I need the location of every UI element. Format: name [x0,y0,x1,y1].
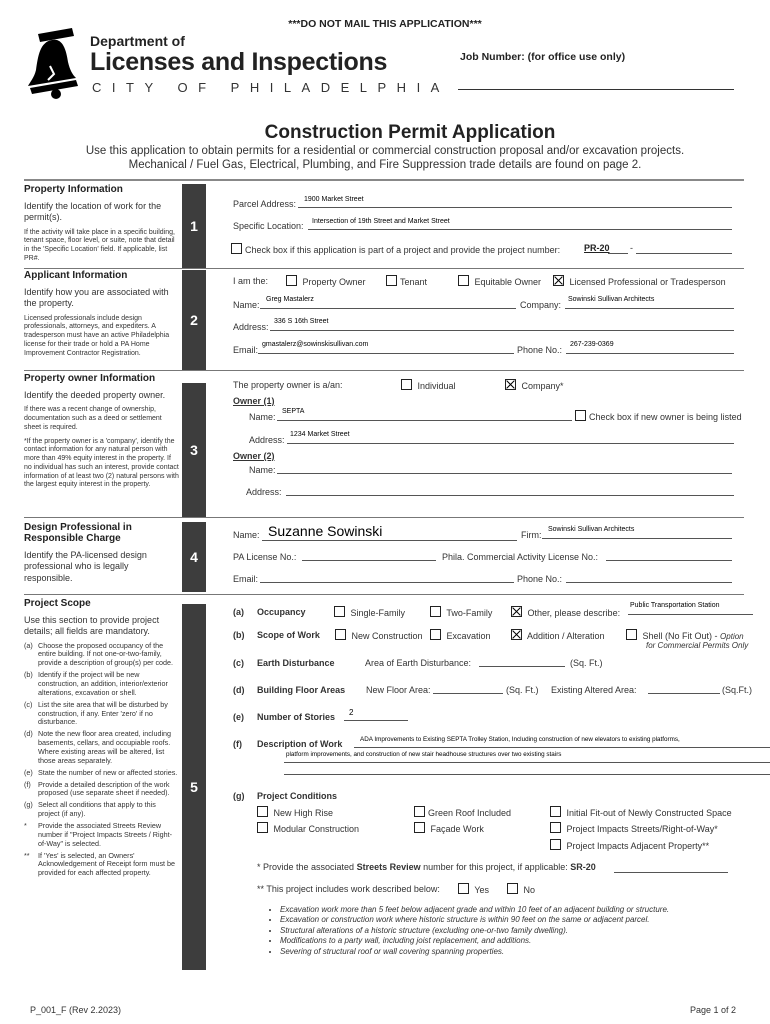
owner1-address-label: Address: [249,435,285,445]
owner1-address-value: 1234 Market Street [290,431,350,438]
includes-bullet-item: • Structural alterations of a historic structure (excluding one-or-two family dwelling). [280,926,748,936]
floor-key: (d) [233,685,245,695]
green-roof-label: Green Roof Included [428,808,512,818]
excavation-checkbox[interactable] [430,629,441,640]
section-description: Use this section to provide project details; all fields are mandatory. [24,615,160,637]
instruction-text: Provide a detailed description of the work proposed (use separate sheet if needed). [38,779,170,798]
owner1-address-field[interactable] [287,433,734,444]
applicant-phone-value: 267-239-0369 [570,341,614,348]
instruction-item [24,701,179,728]
occupancy-key: (a) [233,607,244,617]
occupancy-label: Occupancy [257,607,306,617]
section-title: Applicant Information [24,270,128,281]
pa-license-label: PA License No.: [233,552,297,562]
section-number: 5 [182,604,206,970]
option-equitable-owner[interactable] [458,275,541,287]
owner2-name-label: Name: [249,465,276,475]
project-number-field-1[interactable] [608,243,628,254]
instruction-text: State the number of new or affected stories. [38,767,178,777]
section-project-scope [24,598,753,972]
iam-label: I am the: [233,276,269,286]
scope-excavation[interactable] [430,629,491,641]
shell-note: Option [720,632,744,641]
section-applicant-information [24,270,744,370]
other-occupancy-label: Other, please describe: [527,608,621,618]
parcel-address-value: 1900 Market Street [304,196,364,203]
impacts-streets-checkbox[interactable] [550,822,561,833]
yes-checkbox[interactable] [458,883,469,894]
section-divider [24,517,744,518]
instruction-item [24,671,179,698]
company-label: Company* [521,381,564,391]
project-check-label: Check box if this application is part of a project and provide the project number: [245,245,561,255]
condition-new-high-rise[interactable] [257,806,333,818]
single-family-checkbox[interactable] [334,606,345,617]
new-owner-checkbox[interactable] [575,410,586,421]
includes-bullet-item: • Excavation or construction work where historic structure is within 90 feet on the same or adjacent parcel. [280,915,748,925]
includes-bullet-list [268,905,748,957]
section-note: If the activity will take place in a specific building, tenant space, floor level, or suite, note that detail in the 'Specific Location' field. If applicable, list PR#. [24,228,175,262]
section-note: If there was a recent change of ownership, documentation such as a deed or settlement sheet is required. [24,406,162,431]
shell-note-2: for Commercial Permits Only [646,641,749,650]
owner2-name-field[interactable] [277,463,732,474]
licensed-professional-label: Licensed Professional or Tradesperson [569,277,726,287]
scope-addition[interactable] [511,629,605,641]
owner1-heading: Owner (1) [233,396,275,406]
streets-review-post: number for this project, if applicable: [423,862,568,872]
form-subtitle-2: Mechanical / Fuel Gas, Electrical, Plumbing, and Fire Suppression trade details are found on page 2. [128,159,642,171]
project-number-field-2[interactable] [636,243,732,254]
phila-license-field[interactable] [606,550,732,561]
section-number: 4 [182,522,206,592]
section-note-company: *If the property owner is a 'company', identify the contact information for any natural person with more than 49% equity interest in the property. If no individual has such an interest, provide contact information of at least two (2) natural persons with the largest equity interest in the property. [24,437,179,489]
project-prefix: PR-20 [584,243,610,253]
form-title: Construction Permit Application [264,122,556,143]
owner2-address-field[interactable] [286,485,734,496]
new-high-rise-checkbox[interactable] [257,806,268,817]
modular-checkbox[interactable] [257,822,268,833]
occupancy-other[interactable] [511,606,620,618]
includes-bullet-item: • Severing of structural roof or wall covering spanning properties. [280,947,748,957]
condition-impacts-streets[interactable] [550,822,718,834]
section-property-information [24,184,744,268]
description-value-2: platform improvements, and construction of new stair headhouse structures over two existing stairs [286,751,562,758]
no-checkbox[interactable] [507,883,518,894]
applicant-email-value: gmastalerz@sowinskisullivan.com [262,341,369,348]
description-key: (f) [233,739,242,749]
facade-checkbox[interactable] [414,822,425,833]
instruction-text: Choose the proposed occupancy of the entire building. If not one-or-two-family, provide a description of group(s) per code. [38,640,174,668]
applicant-name-value: Greg Mastalerz [266,296,314,303]
instruction-item [24,801,179,819]
instruction-text: Select all conditions that apply to this project (if any). [38,800,156,819]
section-description: Identify how you are associated with the property. [24,287,169,309]
condition-initial-fit[interactable] [550,806,732,818]
instruction-key: (f) [24,779,31,789]
instruction-text: Identify if the project will be new construction, an addition, interior/exterior alterations, excavation or shell. [38,670,168,697]
section-number: 2 [182,270,206,370]
streets-review-bold: Streets Review [356,862,421,872]
new-owner-label: Check box if new owner is being listed [589,412,742,422]
scope-new[interactable] [335,629,423,641]
section-property-owner [24,373,744,515]
option-property-owner[interactable] [286,275,366,287]
occupancy-single[interactable] [334,606,405,618]
occupancy-two[interactable] [430,606,492,618]
condition-green-roof[interactable] [414,806,511,818]
design-professional-email-field[interactable] [260,572,514,583]
instruction-text: List the site area that will be disturbed by construction, if any. Enter 'zero' if no disturbance. [38,699,168,727]
property-owner-checkbox[interactable] [286,275,297,286]
instruction-item [24,730,179,765]
tenant-label: Tenant [400,277,428,287]
option-tenant[interactable] [386,275,427,287]
excavation-label: Excavation [446,631,491,641]
single-family-label: Single-Family [350,608,406,618]
company-checkbox-checked[interactable] [505,379,516,390]
streets-review-prefix: SR-20 [570,862,596,872]
streets-review-pre: * Provide the associated [257,862,355,872]
dept-line2: Licenses and Inspections [90,48,388,76]
includes-bullet-item: • Modifications to a party wall, including joist replacement, and additions. [280,936,748,946]
section-title: Property owner Information [24,373,156,384]
facade-label: Façade Work [430,824,484,834]
licensed-professional-checkbox-checked[interactable] [553,275,564,286]
new-floor-area-label: New Floor Area: [366,685,431,695]
phone-label: Phone No.: [517,345,563,355]
impacts-streets-label: Project Impacts Streets/Right-of-Way* [566,824,718,834]
option-company[interactable] [505,379,564,391]
scope-key: (b) [233,630,245,640]
property-owner-label: Property Owner [302,277,366,287]
two-family-checkbox[interactable] [430,606,441,617]
pa-license-field[interactable] [302,550,436,561]
email-label: Email: [233,345,259,355]
phila-license-label: Phila. Commercial Activity License No.: [442,552,599,562]
includes-bullet-item: • Excavation work more than 5 feet below adjacent grade and within 10 feet of an adjacent building or structure. [280,905,748,915]
stories-label: Number of Stories [257,712,336,722]
owner2-heading: Owner (2) [233,451,275,461]
modular-label: Modular Construction [273,824,360,834]
instruction-key: * [24,820,27,830]
two-family-label: Two-Family [446,608,493,618]
firm-value: Sowinski Sullivan Architects [548,526,635,533]
option-licensed-professional[interactable] [553,275,726,287]
new-floor-area-unit: (Sq. Ft.) [506,685,539,695]
earth-unit: (Sq. Ft.) [570,658,603,668]
instruction-key: (b) [24,670,33,680]
green-roof-checkbox[interactable] [414,806,425,817]
scope-label: Scope of Work [257,630,320,640]
instruction-item [24,769,179,778]
email-label: Email: [233,574,259,584]
instruction-item [24,822,179,849]
instruction-item [24,852,179,879]
initial-fit-label: Initial Fit-out of Newly Constructed Space [566,808,732,818]
phone-label: Phone No.: [517,574,563,584]
description-value-1: ADA Improvements to Existing SEPTA Trolley Station, Including construction of new elevators to existing platforms, [360,736,680,743]
stories-key: (e) [233,712,244,722]
scope-shell[interactable] [626,629,744,641]
section-number: 3 [182,383,206,517]
do-not-mail-banner: ***DO NOT MAIL THIS APPLICATION*** [288,18,482,30]
altered-area-field[interactable] [648,683,720,694]
condition-impacts-adjacent[interactable] [550,839,709,851]
page-number: Page 1 of 2 [690,1005,737,1015]
section-divider [24,370,744,371]
specific-location-label: Specific Location: [233,221,304,231]
other-occupancy-checkbox-checked[interactable] [511,606,522,617]
impacts-adjacent-label: Project Impacts Adjacent Property** [566,841,710,851]
altered-area-label: Existing Altered Area: [551,685,637,695]
owner-type-label: The property owner is a/an: [233,380,343,390]
tenant-checkbox[interactable] [386,275,397,286]
other-occupancy-value: Public Transportation Station [630,602,720,609]
new-owner-row[interactable] [575,410,742,422]
project-checkbox[interactable] [231,243,242,254]
name-label: Name: [233,530,260,540]
section-description: Identify the PA-licensed design professional who is legally responsible. [24,550,147,583]
earth-area-label: Area of Earth Disturbance: [365,658,472,668]
new-high-rise-label: New High Rise [273,808,334,818]
addition-alteration-label: Addition / Alteration [527,631,605,641]
instruction-key: (g) [24,800,33,810]
section-title: Design Professional in Responsible Charge [24,522,132,544]
liberty-bell-logo-icon [26,26,84,104]
name-label: Name: [233,300,260,310]
conditions-key: (g) [233,791,245,801]
instruction-item [24,642,179,669]
stories-value: 2 [349,708,354,717]
section-note: Licensed professionals include design professionals, attorneys, and expediters. A tradesperson must have an active Philadelphia license for their trade or hold a PA Home Improvement Contractor Registration. [24,314,170,357]
parcel-address-label: Parcel Address: [233,199,297,209]
new-construction-checkbox[interactable] [335,629,346,640]
includes-label: ** This project includes work described below: [257,884,440,894]
stories-field[interactable] [344,710,408,721]
design-professional-name-value: Suzanne Sowinski [268,523,383,539]
section-design-professional [24,522,744,590]
instruction-text: Provide the associated Streets Review number if "Project Impacts Streets / Right-of-Way" is selected. [38,820,172,848]
instruction-item [24,781,179,799]
conditions-label: Project Conditions [257,791,338,801]
firm-label: Firm: [521,530,542,540]
section-description: Identify the deeded property owner. [24,390,166,400]
job-number-label: Job Number: (for office use only) [460,51,626,63]
yes-label: Yes [474,885,490,895]
project-check-row [231,243,560,255]
applicant-address-field[interactable] [270,320,734,331]
condition-modular[interactable] [257,822,359,834]
streets-review-field[interactable] [614,862,728,873]
top-divider [24,179,744,181]
shell-label: Shell (No Fit Out) - [642,631,718,641]
equitable-owner-label: Equitable Owner [474,277,542,287]
equitable-owner-checkbox[interactable] [458,275,469,286]
specific-location-value: Intersection of 19th Street and Market Street [312,218,450,225]
instruction-key: ** [24,850,30,860]
addition-alteration-checkbox-checked[interactable] [511,629,522,640]
section-divider [24,268,744,269]
applicant-company-value: Sowinski Sullivan Architects [568,296,655,303]
section-title: Project Scope [24,598,91,609]
shell-checkbox[interactable] [626,629,637,640]
section-description: Identify the location of work for the permit(s). [24,201,162,223]
earth-label: Earth Disturbance [257,658,335,668]
project-dash: - [630,243,633,253]
owner2-address-label: Address: [246,487,282,497]
section-title: Property Information [24,184,123,195]
individual-label: Individual [417,381,456,391]
design-professional-phone-field[interactable] [566,572,732,583]
address-label: Address: [233,322,269,332]
option-individual[interactable] [401,379,456,391]
altered-area-unit: (Sq.Ft.) [722,685,753,695]
section-number: 1 [182,184,206,268]
earth-key: (c) [233,658,244,668]
instruction-key: (a) [24,640,33,650]
owner1-name-label: Name: [249,412,276,422]
owner1-name-value: SEPTA [282,408,305,415]
initial-fit-checkbox[interactable] [550,806,561,817]
includes-no[interactable] [507,883,535,895]
owner1-name-field[interactable] [277,410,572,421]
description-field-line3[interactable] [284,764,770,775]
floor-label: Building Floor Areas [257,685,346,695]
dept-line3: CITY OF PHILADELPHIA [92,80,450,95]
includes-yes[interactable] [458,883,489,895]
streets-review-row [257,862,596,872]
job-number-field[interactable] [458,89,734,90]
instruction-list [24,642,179,879]
no-label: No [523,885,536,895]
earth-area-field[interactable] [479,656,565,667]
description-label: Description of Work [257,739,343,749]
instruction-text: Note the new floor area created, including basements, cellars, and occupiable roofs. Where existing areas will be altered, list those areas separately. [38,729,172,765]
condition-facade[interactable] [414,822,484,834]
instruction-key: (d) [24,729,33,739]
section-divider [24,594,744,595]
applicant-address-value: 336 S 16th Street [274,318,329,325]
instruction-key: (c) [24,699,33,709]
impacts-adjacent-checkbox[interactable] [550,839,561,850]
dept-line1: Department of [90,33,185,49]
form-subtitle-1: Use this application to obtain permits for a residential or commercial construction proposal and/or excavation projects. [85,145,685,157]
company-label: Company: [520,300,562,310]
form-id: P_001_F (Rev 2.2023) [30,1005,122,1015]
instruction-text: If 'Yes' is selected, an Owners' Acknowledgement of Receipt form must be provided for each affected property. [38,850,176,878]
new-construction-label: New Construction [351,631,423,641]
instruction-key: (e) [24,767,33,777]
new-floor-area-field[interactable] [433,683,503,694]
individual-checkbox[interactable] [401,379,412,390]
